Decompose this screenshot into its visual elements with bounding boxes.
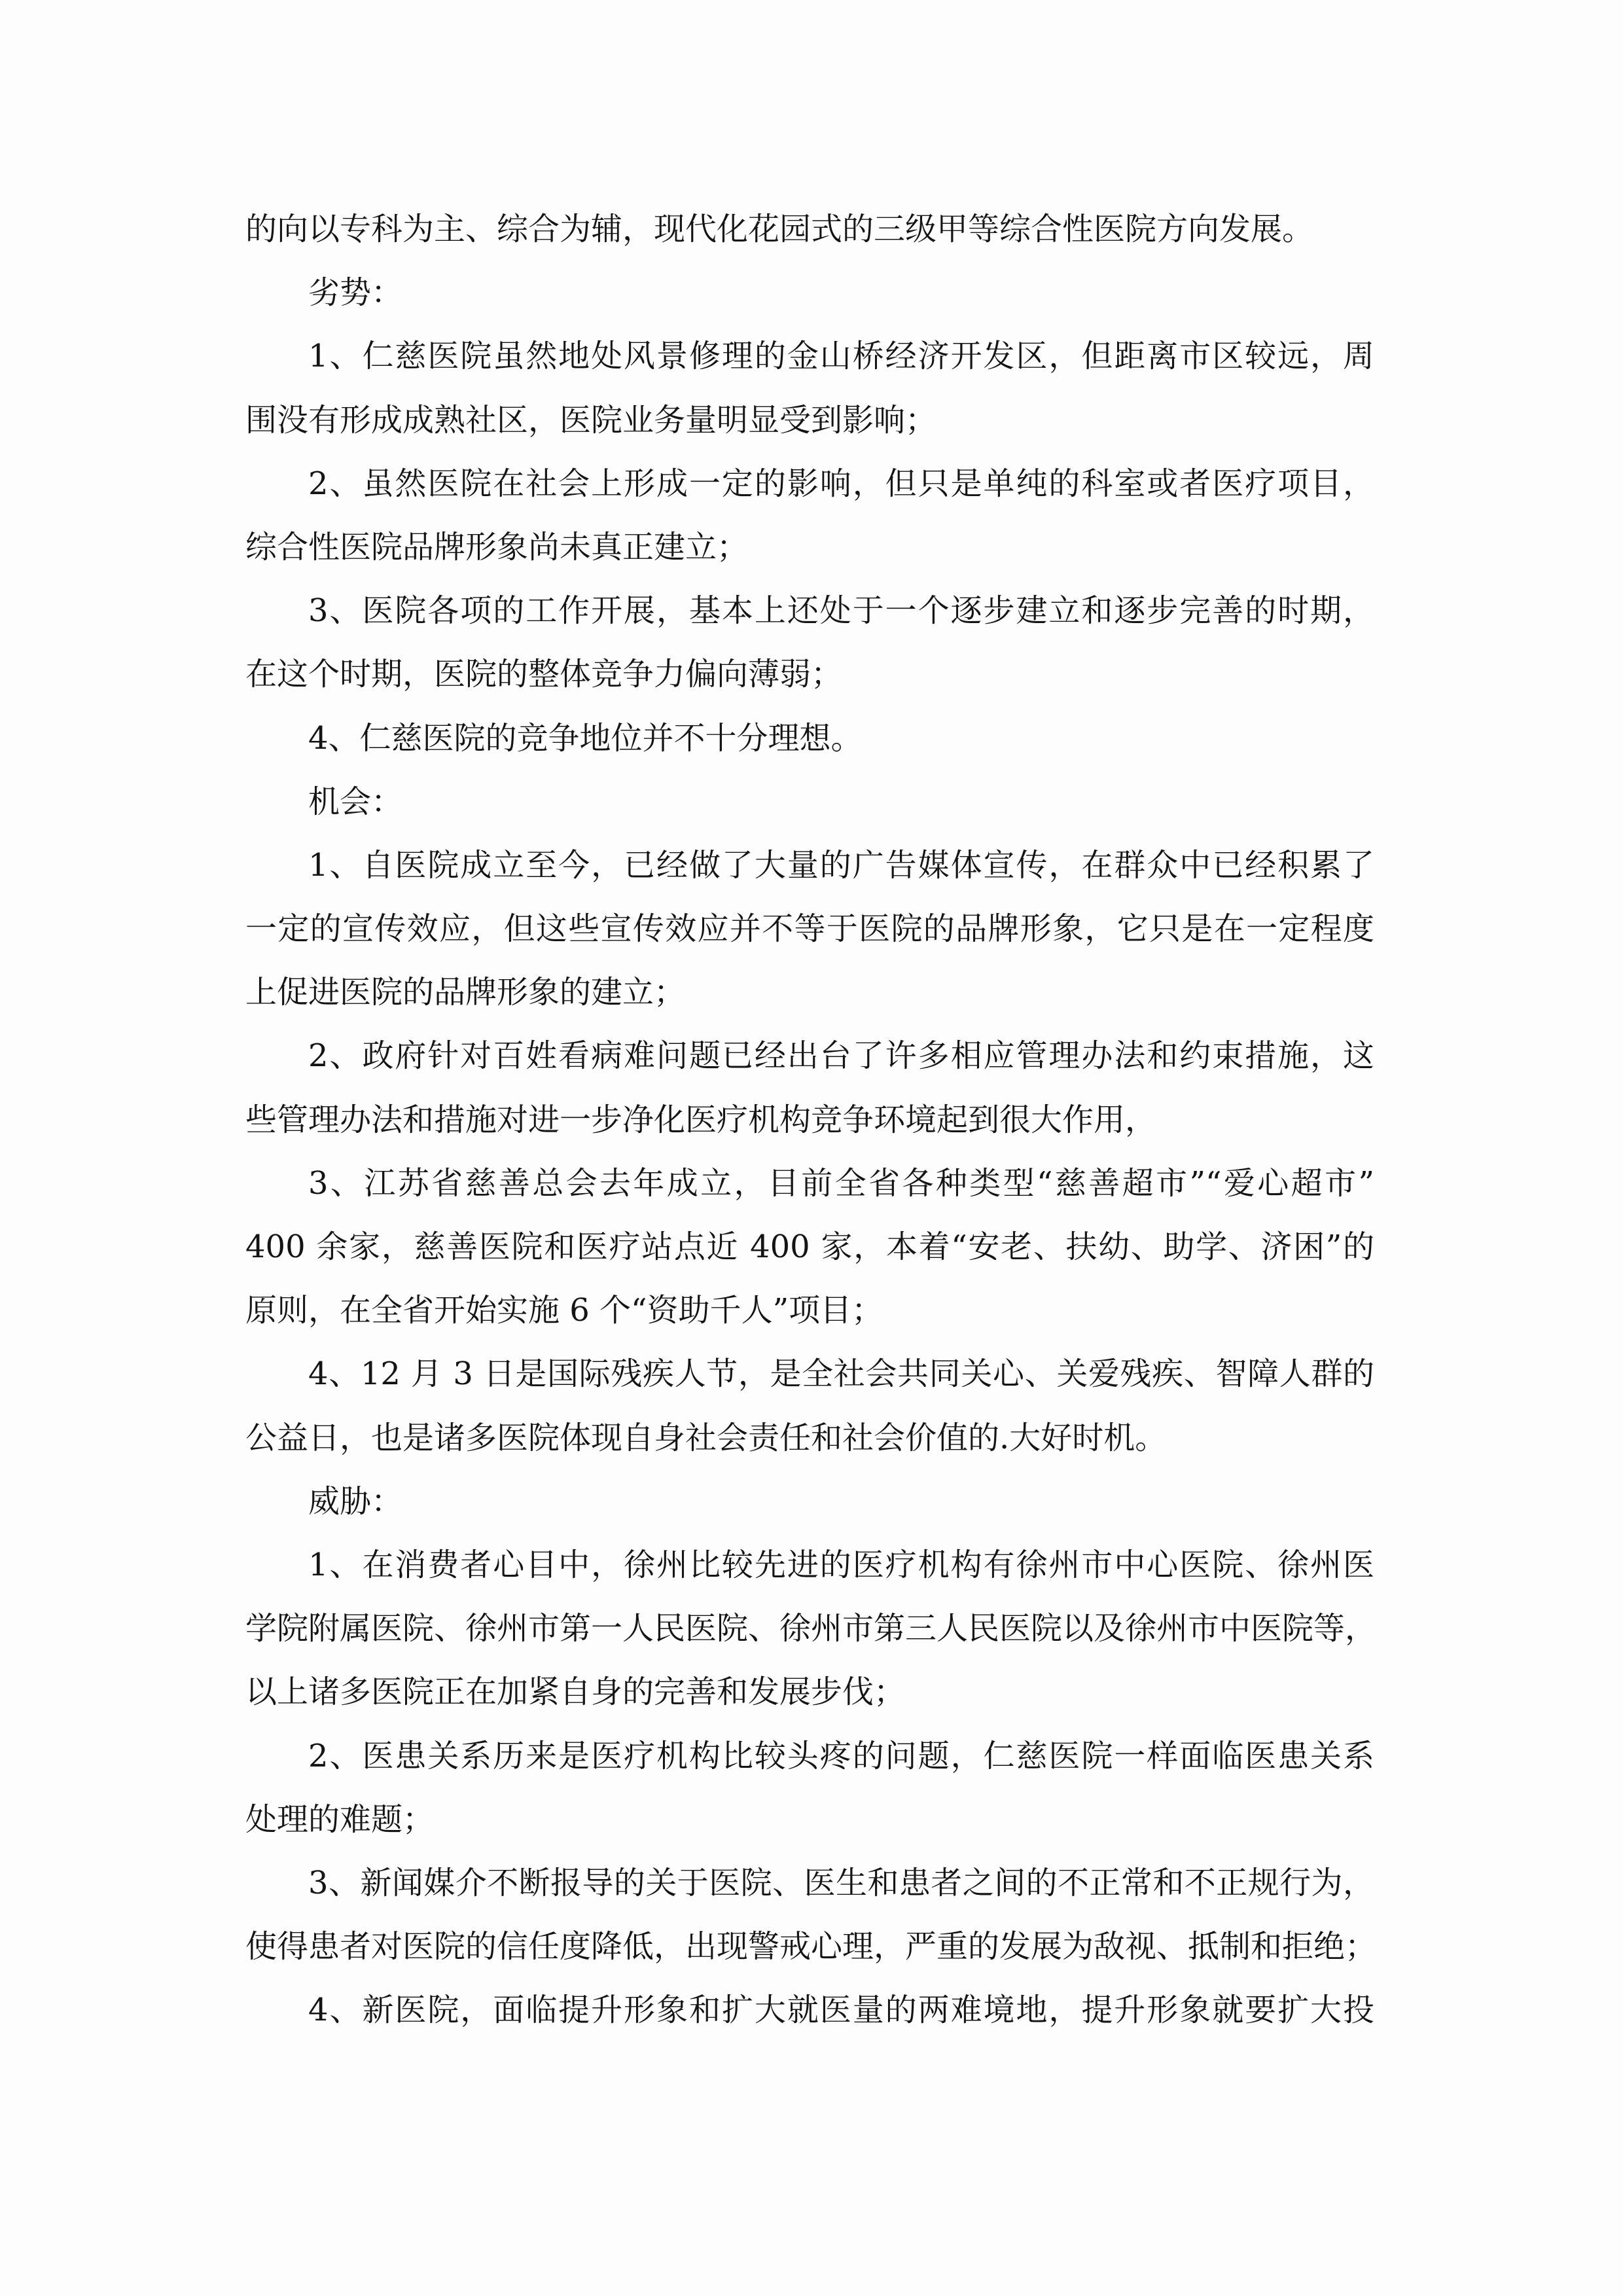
text-line: 公益日，也是诸多医院体现自身社会责任和社会价值的.大好时机。 (245, 1419, 1167, 1456)
text-line: 上促进医院的品牌形象的建立； (245, 974, 686, 1011)
paragraph (245, 1852, 1377, 1979)
text-line: 1、在消费者心目中，徐州比较先进的医疗机构有徐州市中心医院、徐州医 (308, 1546, 1374, 1583)
text-line: 2、医患关系历来是医疗机构比较头疼的问题，仁慈医院一样面临医患关系 (308, 1737, 1374, 1774)
paragraph (245, 198, 1374, 261)
text-line: 原则，在全省开始实施 6 个“资助千人”项目； (245, 1292, 883, 1329)
paragraph (245, 325, 1374, 452)
text-line: 一定的宣传效应，但这些宣传效应并不等于医院的品牌形象，它只是在一定程度 (245, 910, 1374, 948)
text-line: 4、仁慈医院的竞争地位并不十分理想。 (308, 719, 863, 757)
text-line: 4、12 月 3 日是国际残疾人节，是全社会共同关心、关爱残疾、智障人群的 (308, 1355, 1374, 1393)
section-heading-opportunities (245, 770, 1374, 834)
text-line: 2、政府针对百姓看病难问题已经出台了许多相应管理办法和约束措施，这 (308, 1037, 1374, 1075)
paragraph (245, 707, 1374, 770)
text-line: 1、仁慈医院虽然地处风景修理的金山桥经济开发区，但距离市区较远，周 (308, 338, 1374, 375)
text-line: 4、新医院，面临提升形象和扩大就医量的两难境地，提升形象就要扩大投 (308, 1992, 1374, 2029)
paragraph (245, 579, 1374, 706)
section-heading: 机会： (308, 783, 403, 820)
text-line: 的向以专科为主、综合为辅，现代化花园式的三级甲等综合性医院方向发展。 (245, 211, 1314, 247)
document-body (245, 198, 1377, 2042)
text-line: 2、虽然医院在社会上形成一定的影响，但只是单纯的科室或者医疗项目， (308, 465, 1374, 502)
text-line: 围没有形成成熟社区，医院业务量明显受到影响； (245, 401, 937, 439)
text-line: 些管理办法和措施对进一步净化医疗机构竞争环境起到很大作用， (245, 1101, 1157, 1138)
paragraph (245, 1534, 1377, 1725)
section-heading: 威胁： (308, 1482, 403, 1520)
section-heading-threats (245, 1470, 1374, 1534)
paragraph (245, 452, 1374, 579)
text-line: 以上诸多医院正在加紧自身的完善和发展步伐； (245, 1674, 906, 1711)
text-line: 3、新闻媒介不断报导的关于医院、医生和患者之间的不正常和不正规行为， (308, 1864, 1374, 1901)
text-line: 使得患者对医院的信任度降低，出现警戒心理，严重的发展为敌视、抵制和拒绝； (245, 1928, 1377, 1965)
section-heading-weaknesses (245, 261, 1374, 325)
text-line: 处理的难题； (245, 1801, 435, 1838)
text-line: 1、自医院成立至今，已经做了大量的广告媒体宣传，在群众中已经积累了 (308, 846, 1374, 884)
text-line: 3、医院各项的工作开展，基本上还处于一个逐步建立和逐步完善的时期， (308, 592, 1374, 630)
text-line: 综合性医院品牌形象尚未真正建立； (245, 528, 749, 565)
text-line: 400 余家，慈善医院和医疗站点近 400 家，本着“安老、扶幼、助学、济困”的 (245, 1229, 1374, 1265)
text-line: 在这个时期，医院的整体竞争力偏向薄弱； (245, 656, 843, 693)
paragraph (245, 1152, 1374, 1343)
section-heading: 劣势： (308, 274, 403, 312)
text-line: 3、江苏省慈善总会去年成立，目前全省各种类型“慈善超市”“爱心超市” (308, 1164, 1374, 1202)
text-line: 学院附属医院、徐州市第一人民医院、徐州市第三人民医院以及徐州市中医院等， (245, 1610, 1377, 1647)
paragraph (245, 1342, 1374, 1469)
paragraph (245, 1024, 1374, 1151)
paragraph (245, 1725, 1374, 1852)
paragraph (245, 1979, 1374, 2042)
paragraph (245, 834, 1374, 1025)
